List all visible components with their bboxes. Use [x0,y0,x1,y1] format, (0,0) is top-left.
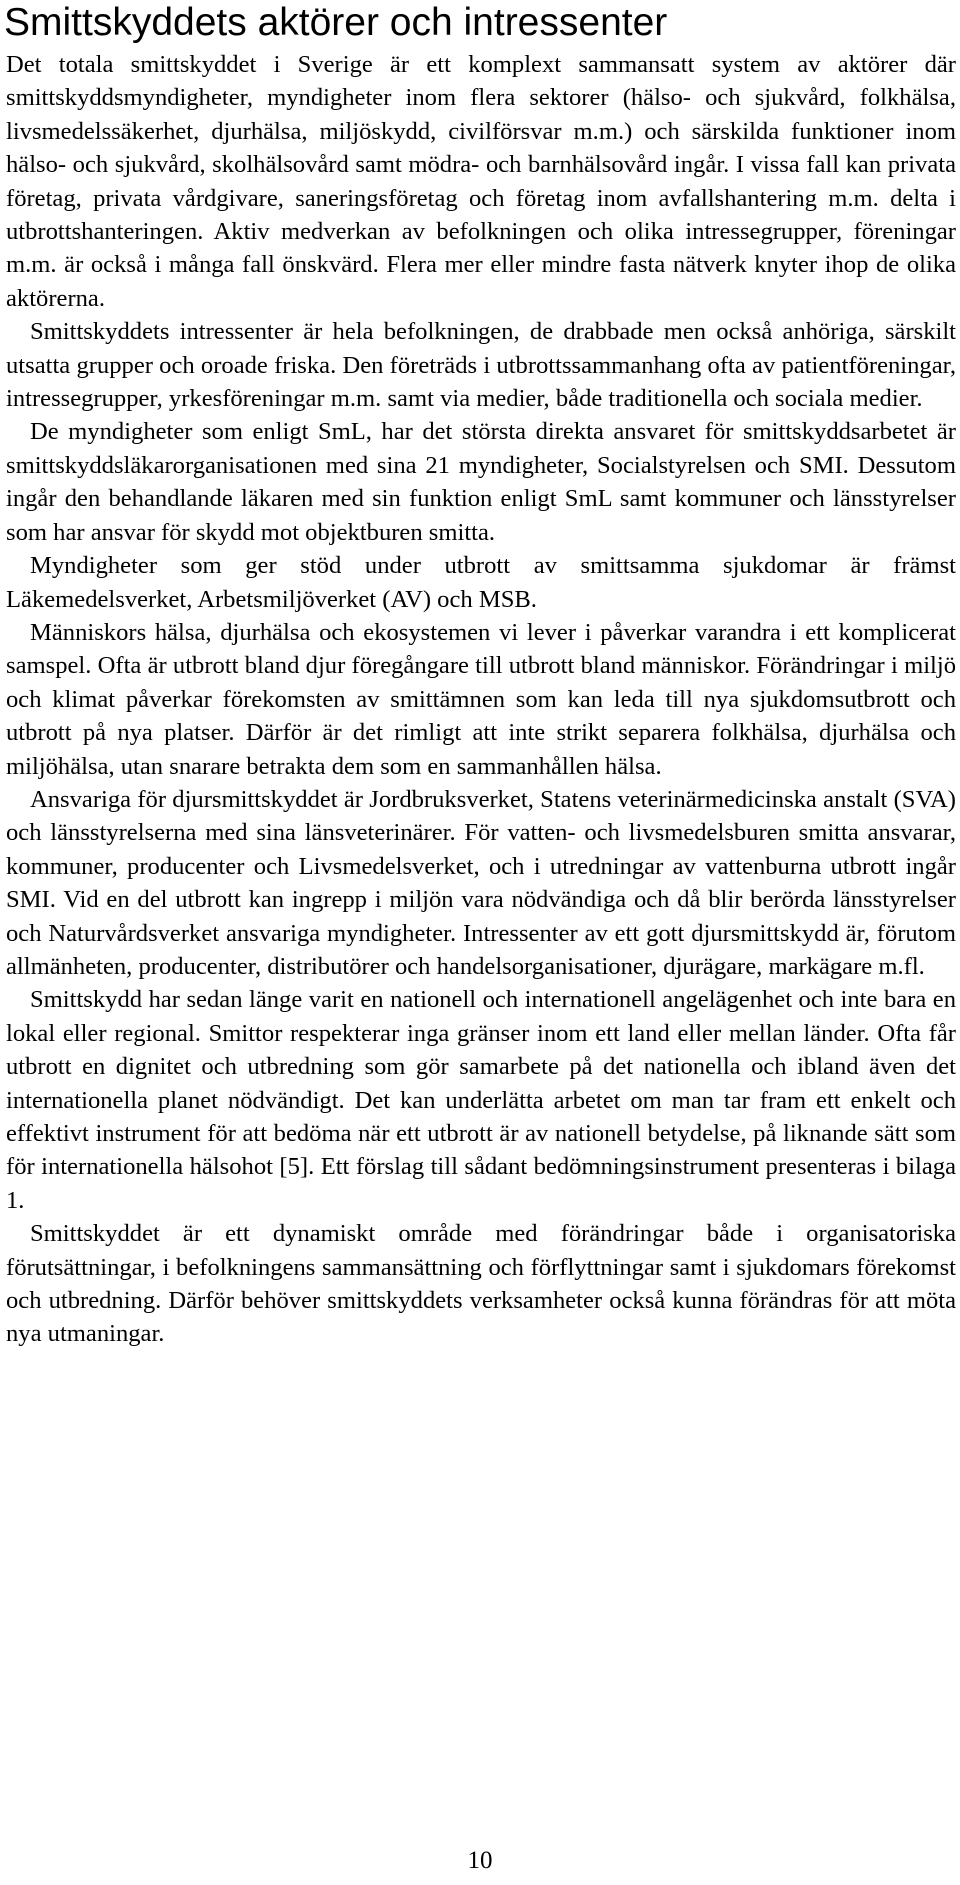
section-title: Smittskyddets aktörer och intressenter [4,1,668,44]
paragraph-international: Smittskydd har sedan länge varit en nationell och internationell angelägenhet och inte bara en lokal eller regional. Smittor respekterar inga gränser inom ett land eller mellan länder. Ofta får utbrott en dignitet och utbredning som gör samarbete på det nationella och ibland även det internationella planet nödvändigt. Det kan underlätta arbetet om man tar fram ett enkelt och effektivt instrument för att bedöma när ett utbrott är av nationell betydelse, på liknande sätt som för internationella hälsohot [5]. Ett förslag till sådant bedömningsinstrument presenteras i bilaga 1. [6,986,956,1214]
page-number: 10 [467,1847,493,1874]
paragraph-dynamic-field: Smittskyddet är ett dynamiskt område med förändringar både i organisatoriska förutsättningar, i befolkningens sammansättning och förflyttningar samt i sjukdomars förekomst och utbredning. Därför behöver smittskyddets verksamheter också kunna förändras för att möta nya utmaningar. [6,1220,956,1348]
paragraph-stakeholders: Smittskyddets intressenter är hela befolkningen, de drabbade men också anhöriga, särskilt utsatta grupper och oroade friska. Den företräds i utbrottssammanhang ofta av patientföreningar, intressegrupper, yrkesföreningar m.m. samt via medier, både traditionella och sociala medier. [6,318,956,413]
paragraph-animal-disease-control: Ansvariga för djursmittskyddet är Jordbruksverket, Statens veterinärmedicinska anstalt (SVA) och länsstyrelserna med sina länsveterinärer. För vatten- och livsmedelsburen smitta ansvarar, kommuner, producenter och Livsmedelsverket, och i utredningar av vattenburna utbrott ingår SMI. Vid en del utbrott kan ingrepp i miljön vara nödvändiga och då blir berörda länsstyrelser och Naturvårdsverket ansvariga myndigheter. Intressenter av ett gott djursmittskydd är, förutom allmänheten, producenter, distributörer och handelsorganisationer, djurägare, markägare m.fl. [6,785,956,980]
paragraph-supporting-authorities: Myndigheter som ger stöd under utbrott av smittsamma sjukdomar är främst Läkemedelsverket, Arbetsmiljöverket (AV) och MSB. [6,552,956,613]
paragraph-responsible-authorities: De myndigheter som enligt SmL, har det största direkta ansvaret för smittskyddsarbetet är smittskyddsläkarorganisationen med sina 21 myndigheter, Socialstyrelsen och SMI. Dessutom ingår den behandlande läkaren med sin funktion enligt SmL samt kommuner och länsstyrelser som har ansvar för skydd mot objektburen smitta. [6,418,956,546]
paragraph-one-health: Människors hälsa, djurhälsa och ekosystemen vi lever i påverkar varandra i ett komplicerat samspel. Ofta är utbrott bland djur föregångare till utbrott bland människor. Förändringar i miljö och klimat påverkar förekomsten av smittämnen som kan leda till nya sjukdomsutbrott och utbrott på nya platser. Därför är det rimligt att inte strikt separera folkhälsa, djurhälsa och miljöhälsa, utan snarare betrakta dem som en sammanhållen hälsa. [6,618,956,780]
paragraph-actors: Det totala smittskyddet i Sverige är ett komplext sammansatt system av aktörer där smittskyddsmyndigheter, myndigheter inom flera sektorer (hälso- och sjukvård, folkhälsa, livsmedelssäkerhet, djurhälsa, miljöskydd, civilförsvar m.m.) och särskilda funktioner inom hälso- och sjukvård, skolhälsovård samt mödra- och barnhälsovård ingår. I vissa fall kan privata företag, privata vårdgivare, saneringsföretag och företag inom avfallshantering m.m. delta i utbrottshanteringen. Aktiv medverkan av befolkningen och olika intressegrupper, föreningar m.m. är också i många fall önskvärd. Flera mer eller mindre fasta nätverk knyter ihop de olika aktörerna. [6,51,956,312]
body-text [6,48,956,1351]
